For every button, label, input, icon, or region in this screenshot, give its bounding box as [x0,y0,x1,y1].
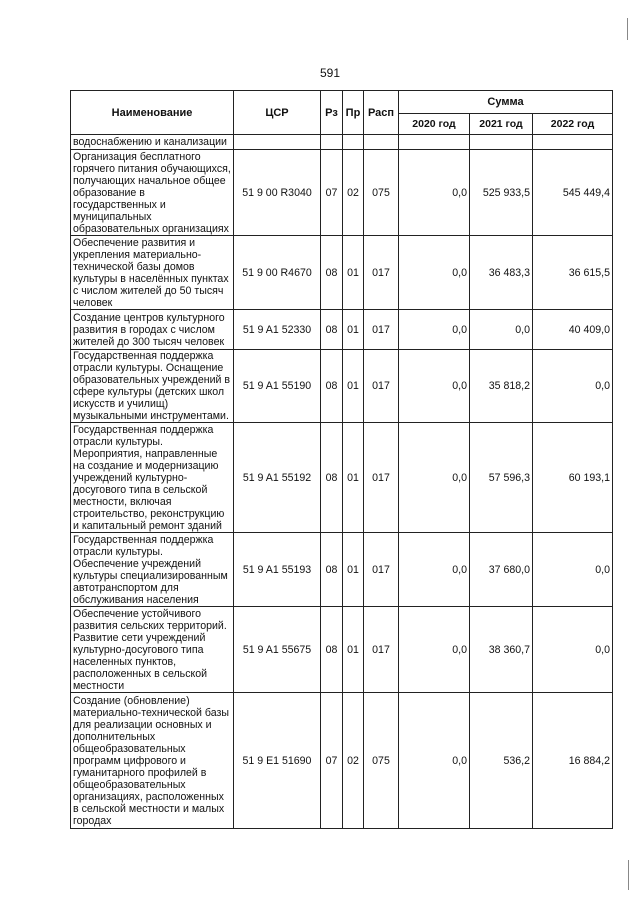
row-value-2020: 0,0 [399,236,470,310]
row-value-2021: 525 933,5 [470,150,533,236]
row-value-2020: 0,0 [399,693,470,829]
row-rasp: 017 [364,423,399,533]
table-row-continuation [71,135,613,150]
cell-empty [321,135,343,150]
row-value-2021: 57 596,3 [470,423,533,533]
row-name: Создание (обновление) материально-технической базы для реализации основных и дополнительных общеобразовательных программ цифрового и гуманитарного профилей в общеобразовательных организациях, расположенных в сельской местности и малых городах [71,693,234,829]
table-row [71,310,613,350]
scan-mark [627,18,628,40]
column-header-rz: Рз [321,91,343,135]
row-pr: 02 [343,693,364,829]
row-rasp: 017 [364,310,399,350]
row-rz: 07 [321,150,343,236]
row-value-2021: 36 483,3 [470,236,533,310]
row-csr: 51 9 A1 55675 [234,607,321,693]
row-pr: 02 [343,150,364,236]
table-row [71,236,613,310]
table-row [71,693,613,829]
row-rasp: 017 [364,236,399,310]
row-value-2022: 16 884,2 [533,693,613,829]
column-header-rasp: Расп [364,91,399,135]
row-name: Государственная поддержка отрасли культуры. Обеспечение учреждений культуры специализированным автотранспортом для обслуживания населения [71,533,234,607]
cell-empty [470,135,533,150]
row-value-2020: 0,0 [399,350,470,423]
row-value-2022: 36 615,5 [533,236,613,310]
cell-empty [234,135,321,150]
row-value-2022: 40 409,0 [533,310,613,350]
column-header-2021: 2021 год [470,114,533,135]
row-csr: 51 9 00 R3040 [234,150,321,236]
row-value-2021: 38 360,7 [470,607,533,693]
row-value-2021: 0,0 [470,310,533,350]
row-rasp: 017 [364,350,399,423]
table-row [71,150,613,236]
row-name: Организация бесплатного горячего питания обучающихся, получающих начальное общее образование в государственных и муниципальных образовательных организациях [71,150,234,236]
row-value-2020: 0,0 [399,310,470,350]
row-pr: 01 [343,236,364,310]
row-csr: 51 9 A1 52330 [234,310,321,350]
column-header-name: Наименование [71,91,234,135]
row-value-2022: 60 193,1 [533,423,613,533]
row-pr: 01 [343,350,364,423]
row-csr: 51 9 A1 55190 [234,350,321,423]
row-pr: 01 [343,533,364,607]
row-name: Обеспечение устойчивого развития сельских территорий. Развитие сети учреждений культурно-досугового типа населенных пунктов, расположенных в сельской местности [71,607,234,693]
row-pr: 01 [343,607,364,693]
cell-empty [533,135,613,150]
row-rasp: 017 [364,607,399,693]
row-rasp: 075 [364,150,399,236]
table-row [71,423,613,533]
row-rz: 08 [321,236,343,310]
cell-empty [343,135,364,150]
cell-empty [364,135,399,150]
budget-table [70,90,613,829]
row-pr: 01 [343,310,364,350]
row-value-2022: 0,0 [533,533,613,607]
row-rasp: 017 [364,533,399,607]
row-value-2020: 0,0 [399,423,470,533]
row-name: Создание центров культурного развития в городах с числом жителей до 300 тысяч человек [71,310,234,350]
column-header-2022: 2022 год [533,114,613,135]
row-value-2022: 0,0 [533,350,613,423]
row-value-2021: 35 818,2 [470,350,533,423]
row-csr: 51 9 A1 55193 [234,533,321,607]
row-rz: 08 [321,533,343,607]
page-number: 591 [319,66,341,80]
row-value-2020: 0,0 [399,150,470,236]
row-rasp: 075 [364,693,399,829]
row-value-2021: 37 680,0 [470,533,533,607]
row-rz: 08 [321,350,343,423]
column-header-2020: 2020 год [399,114,470,135]
table-row [71,533,613,607]
row-name: Обеспечение развития и укрепления материально-технической базы домов культуры в населённых пунктах с числом жителей до 50 тысяч человек [71,236,234,310]
cell-empty [399,135,470,150]
row-value-2022: 0,0 [533,607,613,693]
row-csr: 51 9 E1 51690 [234,693,321,829]
row-rz: 07 [321,693,343,829]
row-name: Государственная поддержка отрасли культуры. Мероприятия, направленные на создание и модернизацию учреждений культурно-досугового типа в сельской местности, включая строительство, реконструкцию и капитальный ремонт зданий [71,423,234,533]
column-header-csr: ЦСР [234,91,321,135]
scan-mark [628,860,629,890]
row-rz: 08 [321,423,343,533]
row-csr: 51 9 A1 55192 [234,423,321,533]
table-row [71,350,613,423]
row-csr: 51 9 00 R4670 [234,236,321,310]
row-rz: 08 [321,310,343,350]
table-row [71,607,613,693]
column-header-pr: Пр [343,91,364,135]
row-name: водоснабжению и канализации [71,135,234,150]
row-value-2021: 536,2 [470,693,533,829]
column-header-sum: Сумма [399,91,613,114]
row-value-2022: 545 449,4 [533,150,613,236]
row-rz: 08 [321,607,343,693]
row-pr: 01 [343,423,364,533]
row-name: Государственная поддержка отрасли культуры. Оснащение образовательных учреждений в сфере культуры (детских школ искусств и училищ) музыкальными инструментами. [71,350,234,423]
row-value-2020: 0,0 [399,607,470,693]
row-value-2020: 0,0 [399,533,470,607]
